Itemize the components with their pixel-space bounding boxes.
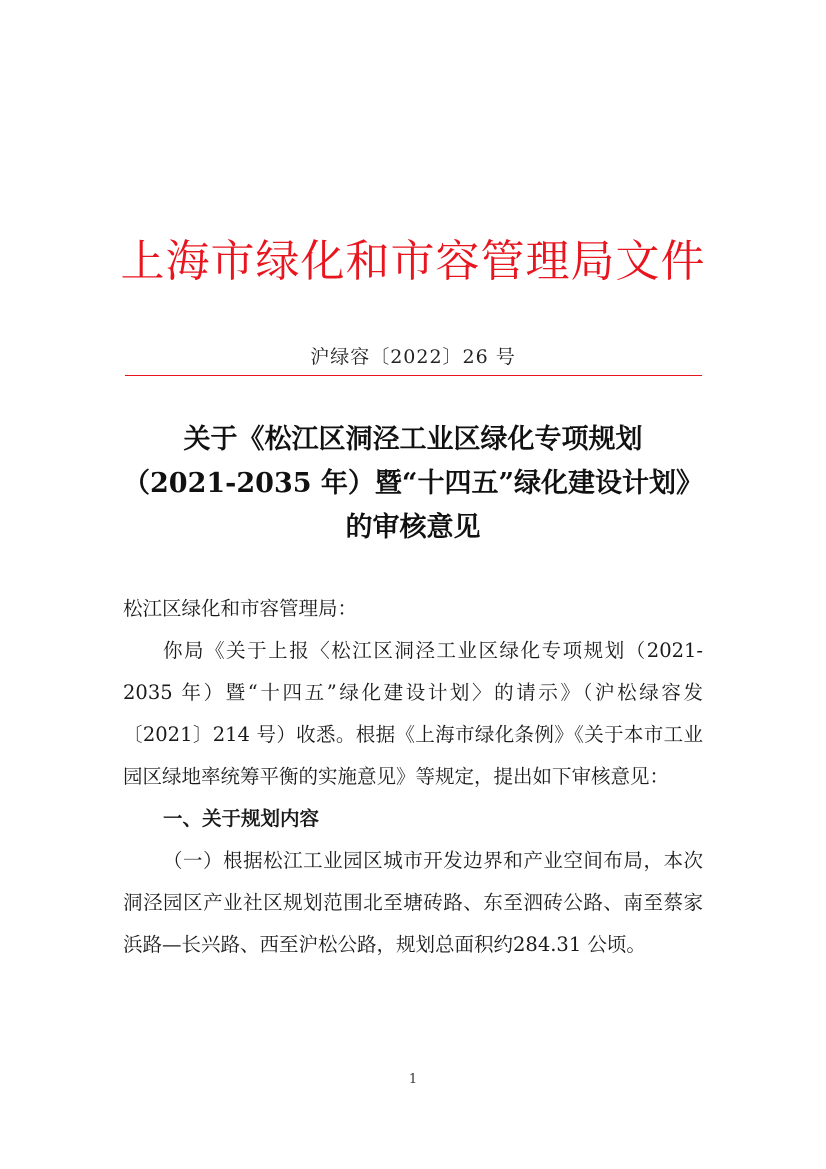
salutation: 松江区绿化和市容管理局： [123, 597, 358, 620]
body-paragraph-2: （一）根据松江工业园区城市开发边界和产业空间布局，本次洞泾园区产业社区规划范围北至塘砖路、东至泗砖公路、南至蔡家浜路—长兴路、西至沪松公路，规划总面积约284.31 公顷。 [123, 849, 703, 956]
title-line-2: （2021-2035 年）暨“十四五”绿化建设计划》 [123, 468, 703, 499]
title-line-1: 关于《松江区洞泾工业区绿化专项规划 [183, 424, 643, 455]
document-number: 沪绿容〔2022〕26 号 [310, 346, 516, 368]
body-paragraph-1: 你局《关于上报〈松江区洞泾工业区绿化专项规划（2021-2035 年）暨“十四五”绿化建设计划〉的请示》（沪松绿容发〔2021〕214 号）收悉。根据《上海市绿化条例》《关于本市工业园区绿地率统筹平衡的实施意见》等规定，提出如下审核意见： [123, 639, 703, 788]
document-title [40, 418, 786, 550]
section-heading-1: 一、关于规划内容 [163, 807, 320, 830]
red-divider-line [125, 375, 702, 376]
title-line-3: 的审核意见 [345, 512, 481, 543]
document-body [123, 588, 703, 966]
page-number: 1 [408, 1072, 418, 1087]
issuer-masthead: 上海市绿化和市容管理局文件 [120, 236, 706, 287]
